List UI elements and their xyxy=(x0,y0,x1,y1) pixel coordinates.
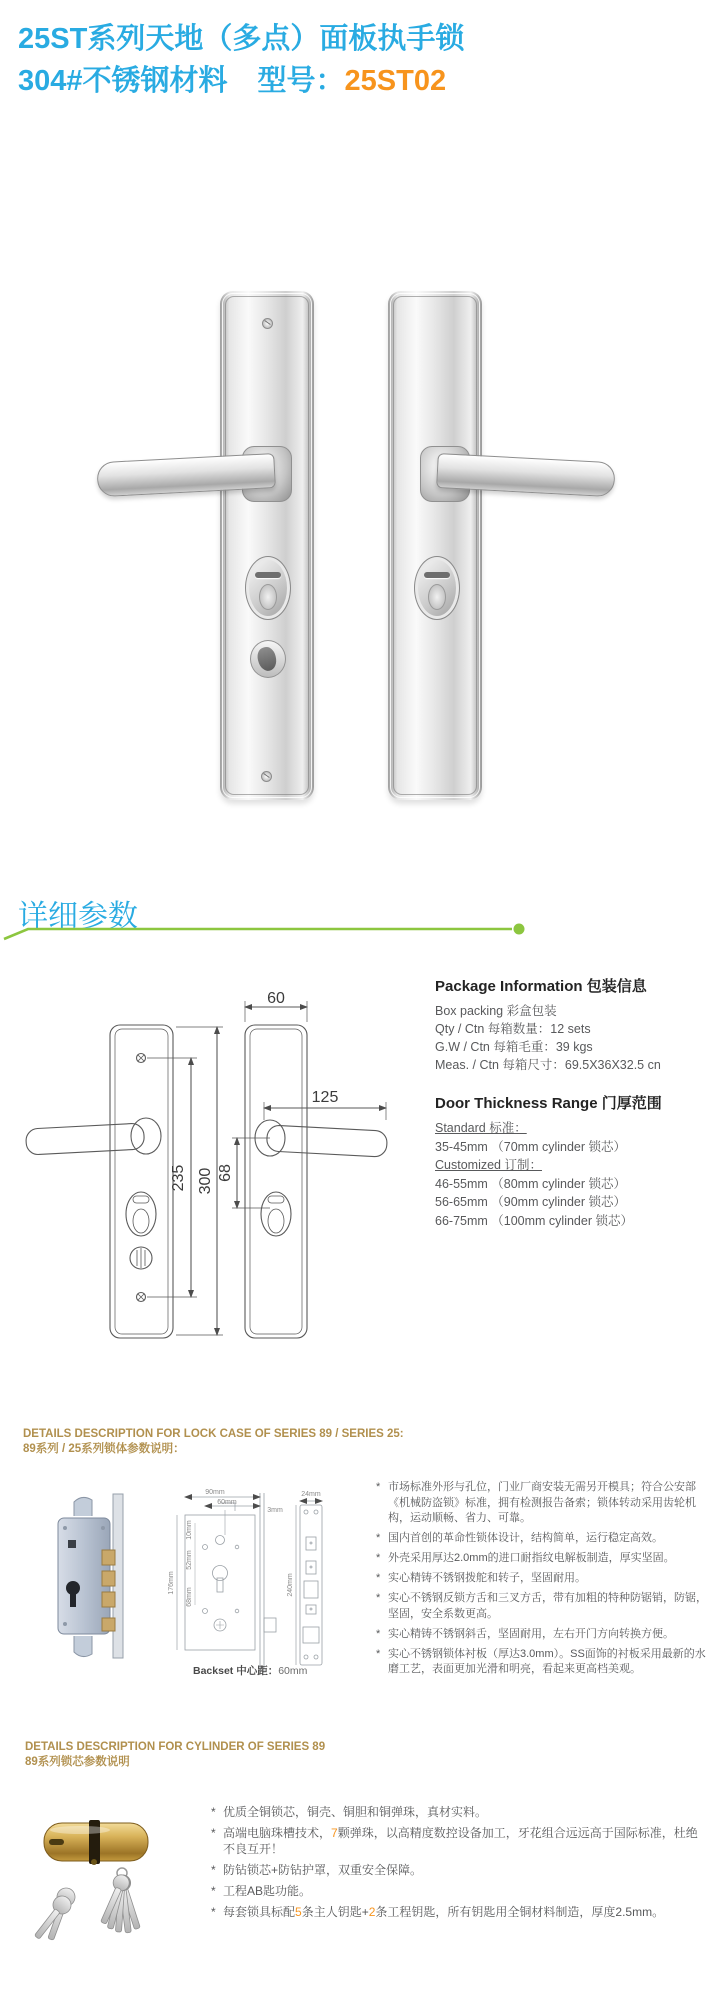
page-title xyxy=(18,18,464,102)
bullet-text: 实心不锈钢锁体衬板（厚达3.0mm）。SS面饰的衬板采用最新的水磨工艺，表面更加光滑和明亮，看起来更高档美观。 xyxy=(388,1647,706,1675)
package-info-heading: Package Information 包装信息 xyxy=(435,978,647,995)
bullet-item xyxy=(211,1804,709,1820)
svg-text:176mm: 176mm xyxy=(168,1571,175,1595)
bullet-text: 外壳采用厚达2.0mm的进口耐指纹电解板制造，厚实坚固。 xyxy=(388,1552,675,1564)
svg-text:24mm: 24mm xyxy=(301,1491,321,1498)
lock-plate-left-image xyxy=(220,291,314,800)
title-line2 xyxy=(18,60,464,102)
lock-case-diagram xyxy=(165,1485,340,1680)
bullet-item xyxy=(211,1883,709,1899)
bullet-star: * xyxy=(211,1826,216,1840)
bullet-star: * xyxy=(211,1905,216,1919)
bullet-text: 实心不锈钢反锁方舌和三叉方舌，带有加粗的特种防锯销，防锯，坚固，安全系数更高。 xyxy=(388,1592,707,1620)
bullet-text: 市场标准外形与孔位，门业厂商安装无需另开模具；符合公安部《机械防盗锁》标准，拥有检测报告备索；锁体转动采用齿轮机构，运动顺畅、省力、可靠。 xyxy=(388,1481,696,1524)
package-info-block xyxy=(435,975,705,1074)
text-line: Qty / Ctn 每箱数量：12 sets xyxy=(435,1022,591,1036)
backset-caption xyxy=(193,1663,307,1678)
bullet-star: * xyxy=(211,1863,216,1877)
bullet-text: 高端电脑珠槽技术，7颗弹珠，以高精度数控设备加工，牙花组合远远高于国际标准，杜绝不良互开！ xyxy=(223,1826,698,1856)
package-info-lines xyxy=(435,1002,705,1074)
bullet-item xyxy=(376,1591,708,1622)
bullet-item xyxy=(211,1904,709,1920)
customized-label: Customized 订制： xyxy=(435,1158,542,1172)
bullet-item xyxy=(376,1571,708,1587)
thumbturn-knob xyxy=(250,640,286,678)
bullet-star: * xyxy=(376,1552,381,1564)
bullet-star: * xyxy=(211,1805,216,1819)
text-line: G.W / Ctn 每箱毛重：39 kgs xyxy=(435,1040,593,1054)
dim-label-60: 60 xyxy=(267,990,285,1007)
svg-text:10mm: 10mm xyxy=(186,1520,193,1540)
detail-params-heading: 详细参数 xyxy=(18,900,138,933)
title-material: 304#不锈钢材料 xyxy=(18,65,228,97)
title-line1: 25ST系列天地（多点）面板执手锁 xyxy=(18,23,465,55)
bullet-text: 实心精铸不锈钢斜舌，坚固耐用，左右开门方向转换方便。 xyxy=(388,1627,674,1640)
bullet-item xyxy=(376,1480,708,1527)
model-label: 型号： xyxy=(257,65,345,97)
bullet-item xyxy=(376,1627,708,1643)
dimension-diagram xyxy=(20,990,420,1350)
cylinder-bullet-list xyxy=(211,1804,709,1925)
dim-label-125: 125 xyxy=(311,1089,339,1106)
dim-label-300: 300 xyxy=(197,1167,214,1195)
door-thickness-heading: Door Thickness Range 门厚范围 xyxy=(435,1095,662,1112)
lock-case-heading: DETAILS DESCRIPTION FOR LOCK CASE OF SERIES 89 / SERIES 25: 89系列 / 25系列锁体参数说明： xyxy=(23,1428,404,1455)
bullet-star: * xyxy=(376,1572,381,1584)
bullet-star: * xyxy=(376,1592,381,1604)
svg-text:60mm: 60mm xyxy=(217,1499,237,1506)
door-thickness-block xyxy=(435,1092,705,1230)
text-line: 56-65mm （90mm cylinder 锁芯） xyxy=(435,1195,627,1209)
standard-label: Standard 标准： xyxy=(435,1121,527,1135)
bullet-item xyxy=(376,1531,708,1547)
bullet-text: 防钻锁芯+防钻护罩，双重安全保障。 xyxy=(223,1863,423,1877)
standard-value: 35-45mm （70mm cylinder 锁芯） xyxy=(435,1139,627,1154)
model-value: 25ST02 xyxy=(344,65,447,97)
screw-bottom xyxy=(261,771,272,782)
backset-label: Backset 中心距： xyxy=(193,1665,279,1677)
bullet-item xyxy=(376,1551,708,1567)
text-line: Box packing 彩盒包装 xyxy=(435,1004,557,1018)
svg-text:240mm: 240mm xyxy=(287,1573,294,1597)
text-line: Meas. / Ctn 每箱尺寸：69.5X36X32.5 cn xyxy=(435,1058,661,1072)
bullet-text: 工程AB匙功能。 xyxy=(223,1884,312,1898)
bullet-star: * xyxy=(376,1532,381,1544)
cylinder-escutcheon-right xyxy=(414,556,460,620)
cylinder-photo xyxy=(40,1815,170,1947)
bullet-item xyxy=(211,1825,709,1857)
backset-value: 60mm xyxy=(278,1665,308,1677)
bullet-star: * xyxy=(211,1884,216,1898)
bullet-star: * xyxy=(376,1627,381,1640)
svg-text:3mm: 3mm xyxy=(267,1507,283,1514)
bullet-star: * xyxy=(376,1647,381,1660)
bullet-text: 每套锁具标配5条主人钥匙+2条工程钥匙，所有钥匙用全铜材料制造，厚度2.5mm。 xyxy=(223,1905,665,1919)
cylinder-heading: DETAILS DESCRIPTION FOR CYLINDER OF SERIES 89 89系列锁芯参数说明 xyxy=(25,1741,326,1768)
bullet-text: 实心精铸不锈钢拨舵和转子，坚固耐用。 xyxy=(388,1572,586,1584)
bullet-star: * xyxy=(376,1481,381,1493)
bullet-text: 优质全铜锁芯，铜壳、铜胆和铜弹珠，真材实料。 xyxy=(223,1805,488,1819)
customized-values xyxy=(435,1175,705,1231)
bullet-item xyxy=(376,1647,708,1678)
screw-top xyxy=(262,318,273,329)
text-line: 46-55mm （80mm cylinder 锁芯） xyxy=(435,1176,627,1191)
lock-plate-right-image xyxy=(388,291,482,800)
bullet-text: 国内首创的革命性锁体设计，结构简单，运行稳定高效。 xyxy=(388,1532,663,1544)
svg-text:90mm: 90mm xyxy=(205,1489,225,1496)
dim-label-235: 235 xyxy=(170,1164,187,1192)
green-divider-line xyxy=(0,920,540,940)
svg-text:52mm: 52mm xyxy=(186,1550,193,1570)
svg-text:68mm: 68mm xyxy=(186,1587,193,1607)
bullet-item xyxy=(211,1862,709,1878)
lock-case-bullet-list xyxy=(376,1480,708,1682)
lock-case-photo xyxy=(50,1492,142,1662)
cylinder-escutcheon-left xyxy=(245,556,291,620)
text-line: 66-75mm （100mm cylinder 锁芯） xyxy=(435,1213,633,1228)
dim-label-68: 68 xyxy=(217,1164,234,1182)
